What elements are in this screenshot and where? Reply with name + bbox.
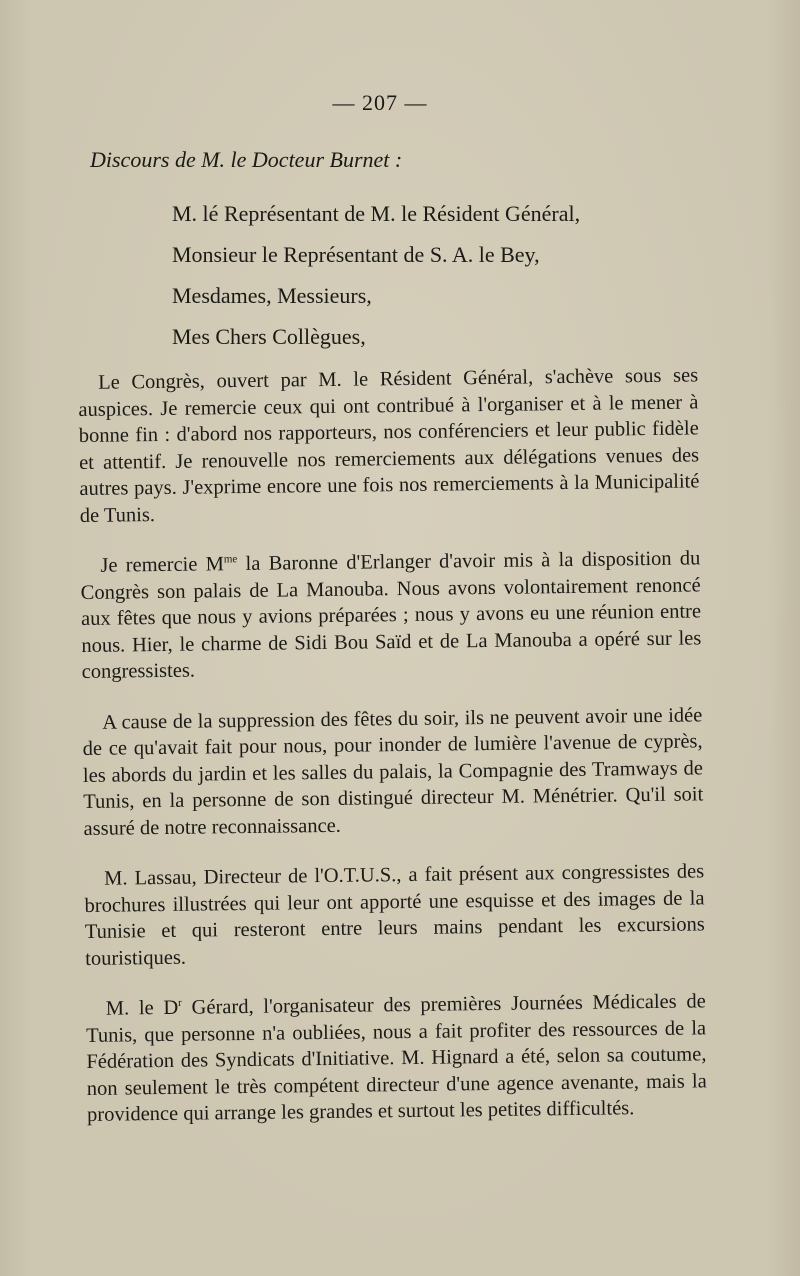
salutation-line: Mesdames, Messieurs, [172,283,372,308]
paragraph-text: Je remercie M [100,553,225,577]
paragraph: M. Lassau, Directeur de l'O.T.U.S., a fait présent aux congressistes des brochures illustrées qui leur ont apporté une esquisse et des images de la Tunisie et qui resteront entre leurs mains pendant les excursions touristiques. [84,860,705,970]
salutation-line: M. lé Représentant de M. le Résident Général, [172,201,581,226]
paragraph [86,988,708,1128]
page-number: — 207 — [332,90,428,115]
paragraph: A cause de la suppression des fêtes du soir, ils ne peuvent avoir une idée de ce qu'avait fait pour nous, pour inonder de lumière l'avenue de cyprès, les abords du jardin et les salles du palais, la Compagnie des Tramways de Tunis, en la personne de son distingué directeur M. Ménétrier. Qu'il soit assuré de notre reconnaissance. [82,703,704,840]
salutation-block [172,193,732,357]
speech-body [78,362,708,1152]
paragraph: Le Congrès, ouvert par M. le Résident Général, s'achève sous ses auspices. Je remercie ceux qui ont contribué à l'organiser et à le mener à bonne fin : d'abord nos rapporteurs, nos conférenciers et leur public fidèle et attentif. Je renouvelle nos remerciements aux délégations venues des autres pays. J'exprime encore une fois nos remerciements à la Municipalité de Tunis. [78,364,700,527]
paragraph-text: la Baronne d'Erlanger d'avoir mis à la disposition du Congrès son palais de La Manouba. Nous avons volontairement renoncé aux fêtes que nous y avions préparées ; nous y avons eu une réunion entre nous. Hier, le charme de Sidi Bou Saïd et de La Manouba a opéré sur les congressistes. [80,547,702,683]
superscript: r [178,996,182,1009]
speech-heading: Discours de M. le Docteur Burnet : [90,147,403,172]
paragraph [80,545,702,685]
salutation-line: Monsieur le Représentant de S. A. le Bey, [172,242,540,267]
paragraph-text: M. le D [105,996,179,1020]
superscript: me [223,553,238,566]
paragraph-text: Gérard, l'organisateur des premières Journées Médicales de Tunis, que personne n'a oubliées, nous a fait profiter des ressources de la Fédération des Syndicats d'Initiative. M. Hignard a été, selon sa coutume, non seulement le très compétent directeur d'une agence avenante, mais la providence qui arrange les grandes et surtout les petites difficultés. [85,990,707,1126]
salutation-line: Mes Chers Collègues, [172,324,366,349]
